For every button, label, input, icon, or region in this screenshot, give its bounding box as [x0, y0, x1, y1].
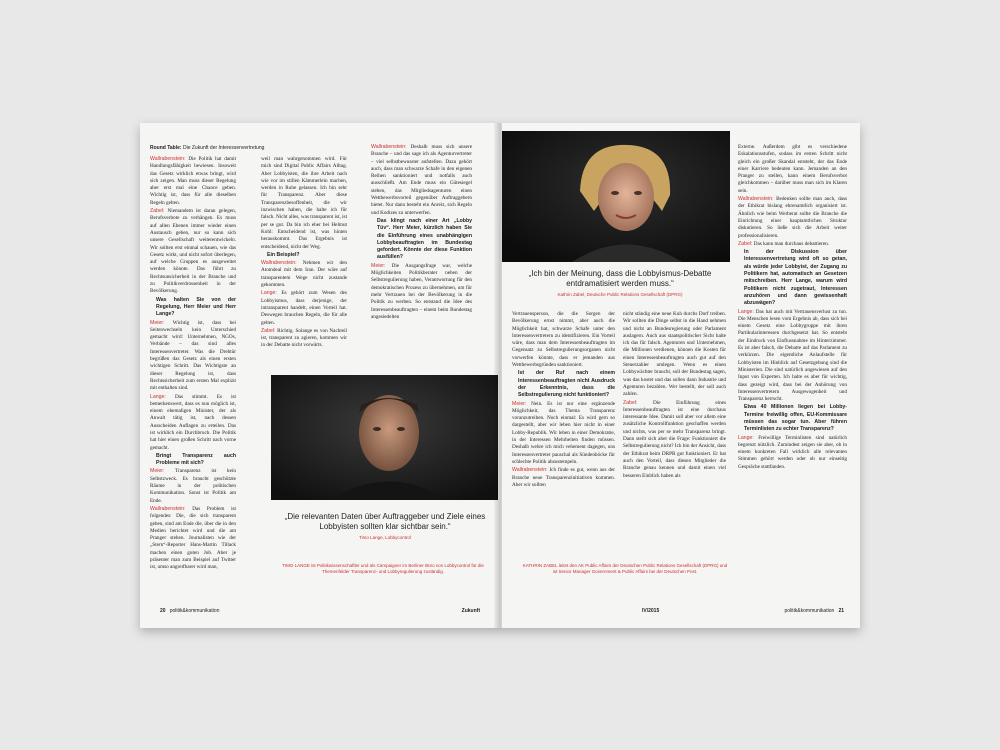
paragraph: [512, 311, 615, 369]
interview-question: Das klingt nach einer Art „Lobby Tüv“. Herr Meier, kürzlich haben Sie die Einführung eines unabhängigen Lobbybeauftragten im Bundestag gefordert. Könnte der diese Funktion ausfüllen?: [377, 217, 472, 261]
magazine-name: politik&kommunikation: [169, 608, 220, 614]
photo-kathrin-zabel: [502, 131, 730, 262]
speaker-name: Lange:: [261, 290, 277, 297]
speaker-name: Zabel:: [150, 208, 165, 215]
issue-label: IV/2015: [642, 608, 660, 614]
answer-text: Das kann man durchaus debattieren.: [753, 240, 830, 247]
answer-text: Bedenken sollte man auch, dass der Ethikrat bislang ehrenamtlich organisiert ist. Ähnlich wie beim Werberat sollte die Branche die Einrichtung einer hauptamtlichen Struktur diskutieren. So ließe sich die Arbeit weiter professionalisieren.: [738, 196, 847, 239]
answer-text: Die Politik hat damit Handlungsfähigkeit bewiesen. Insoweit das Gesetz wirklich etwas bringt, wird sich zeigen. Man muss dieser Regelung aber erst mal eine Chance geben. Wichtig ist, dass für alle dieselben Regeln gelten.: [150, 156, 237, 206]
paragraph: [261, 290, 347, 326]
paragraph: [150, 297, 236, 319]
paragraph: [623, 400, 726, 480]
paragraph: [512, 401, 615, 467]
answer-text: weil man wahrgenommen wird. Für mich sind Digital Public Affairs Alltag. Aber Lobbyisten, die ihre Arbeit nach wie vor im stillen Kämmerlein machen, werden in Ruhe gelassen. Ich bin sehr für Transparenz. Aber diese Transparenzbesoffenheit, die wir inzwischen haben, die halte ich für falsch. Nicht alles, was transparent ist, ist per se gut. Da bin ich eher bei Helmut Kohl: Entscheidend ist, was hinten herauskommt. Das Ergebnis ist entscheidend, nicht der Weg.: [261, 156, 348, 250]
paragraph: [738, 241, 847, 248]
answer-text: Deshalb muss sich unsere Branche – und das sage ich als Agenturvertreter – viel selbstbewusster aufstellen. Dazu gehört auch, dass man schwarze Schafe in den eigenen Reihen sanktioniert und notfalls auch ausschließt. Am Ende muss ein Gütesiegel stehen, das Mitgliedsagenturen einen Wettbewerbsvorteil gegenüber Auftraggebern bietet. Nur dann besteht ein Anreiz, sich Regeln und Kodizes zu unterwerfen.: [371, 144, 472, 216]
pull-quote-right: [510, 269, 730, 297]
paragraph: [261, 252, 347, 259]
answer-text: Das Problem ist folgendes: Die, die sich transparent geben, sind am Ende die, über die in den Medien berichtet wird und die am Pranger stehen. Journalisten wie der „Stern“-Reporter Hans-Martin Tillack machen einen guten Job. Aber je präsenter man zum Beispiel auf Twitter ist, umso angreifbarer wird man,: [150, 505, 236, 571]
speaker-name: Lange:: [150, 393, 166, 400]
speaker-name: Wallrabenstein:: [150, 156, 186, 162]
paragraph: [150, 468, 236, 504]
paragraph: [738, 196, 847, 240]
answer-text: Ich finde es gut, wenn aus der Branche neue Transparenzinitiativen kommen. Aber wir sollten: [512, 467, 615, 488]
pull-quote-left: [272, 512, 498, 540]
speaker-name: Wallrabenstein:: [512, 467, 548, 474]
interview-question: Ist der Ruf nach einem Interessenbeauftragten nicht Ausdruck der Erkenntnis, dass die Selbstregulierung nicht funktioniert?: [518, 370, 615, 399]
speaker-name: Meier:: [150, 319, 165, 326]
left-column-3: [371, 144, 472, 322]
speaker-name: Zabel:: [623, 399, 638, 406]
paragraph: [371, 218, 472, 262]
answer-text: Die Einführung eines Interessenbeauftragten ist eine durchaus interessante Idee. Damit soll aber vor allem eine zusätzliche Kontrollfunktion geschaffen werden und nichts, was per se mehr Transparenz bringt. Dann stellt sich aber die Frage: Funktioniert die Selbstregulierung nicht? Ich bin der Ansicht, dass der Ethikrat beim DRPR gut funktioniert. Er hat auch den Vorteil, dass diesen Mitglieder die Branche genau kennen und damit einen viel besseren Einblick haben als: [623, 399, 727, 479]
right-column-1: [512, 311, 615, 490]
speaker-name: Wallrabenstein:: [150, 505, 186, 512]
paragraph: [512, 370, 615, 399]
paragraph: [623, 311, 726, 399]
paragraph: [738, 435, 847, 471]
paragraph: [738, 144, 847, 195]
right-footer-issue: [642, 608, 659, 614]
speaker-name: Lange:: [738, 308, 754, 315]
answer-text: Die Ausgangsfrage war, welche Möglichkeiten Politikberater neben der Selbstregulierung haben, Verantwortung für den demokratischen Prozess zu übernehmen, um für mehr Vertrauen bei der Bevölkerung in die Politik zu werben. So entstand die Idee des Interessenbeauftragten – einem beim Bundestag angesiedelten: [371, 262, 473, 320]
page-number: 20: [160, 608, 166, 614]
section-kicker: [150, 145, 264, 151]
magazine-name: politik&kommunikation: [784, 608, 835, 614]
paragraph: [150, 394, 236, 452]
left-footer: [160, 608, 219, 614]
answer-text: Wichtig ist, dass bei Seitenwechseln kein Unterschied gemacht wird: Unternehmen, NGOs, Verbände – das sind alles Interessenvertreter. Was die Drehtür begrüßen das Gesetz als einen ersten wichtigen Schritt. Das Wichtigste an dieser Regelung ist, dass Rechtssicherheit zum ersten Mal explizit mit enthalten sind.: [150, 319, 236, 392]
answer-text: Vertrauensperson, die die Sorgen der Bevölkerung ernst nimmt, aber auch die Möglichkeit hat, schwarze Schafe unter den Interessenvertretern zu identifizieren. Ein Vorteil wäre, dass man dem Interessenbeauftragten im Gegensatz zu Selbstregulierungsorganen nicht vorwerfen könnte, dass er jemanden aus Wettbewerbsgründen sanktioniert.: [512, 311, 615, 369]
answer-text: Nein. Es ist nur eine ergänzende Möglichkeit, das Thema Transparenz voranzutreiben. Noch einmal: Es wird gern so dargestellt, aber wir leben hier nicht in einer Lobby-Republik. Wir leben in einer Demokratie, in der Interessen Mehrheiten finden müssen. Deshalb wehre ich mich vehement dagegen, uns Interessenvertreter pauschal als Sündenböcke für schlechte Politik abzustempeln.: [512, 400, 615, 465]
paragraph: [738, 309, 847, 404]
paragraph: [512, 467, 615, 489]
speaker-name: Meier:: [150, 468, 165, 475]
speaker-name: Meier:: [512, 400, 527, 407]
answer-text: Das stimmt. Es ist bemerkenswert, dass es nun möglich ist, einem ehemaligen Minister, der als Anwalt tätig ist, nach dessen Ausscheiden Auflagen zu erteilen. Das ist wirklich ein Durchbruch. Die Politik hat hier einen großen Schritt nach vorne gemacht.: [150, 393, 236, 451]
interview-question: In der Diskussion über Interessenvertretung wird oft so getan, als würde jeder Lobbyist, der Zugang zu Politikern hat, automatisch an Gesetzen mitschreiben. Herr Lange, warum wird Politikern nicht zugetraut, Interessen anzuhören und dann gewissenhaft abzuwägen?: [744, 249, 847, 307]
speaker-name: Wallrabenstein:: [738, 196, 774, 203]
paragraph: [371, 263, 472, 321]
paragraph: [261, 156, 347, 251]
paragraph: [261, 328, 347, 350]
speaker-name: Zabel:: [261, 327, 276, 334]
paragraph: [150, 506, 236, 572]
answer-text: Richtig. Solange es von Nachteil ist, transparent zu agieren, kommen wir in der Debatte nicht vorwärts.: [261, 327, 348, 349]
photo-timo-lange: [271, 375, 498, 500]
pull-quote-caption: Timo Lange, Lobbycontrol: [359, 535, 411, 540]
answer-text: Es gehört zum Wesen des Lobbyismus, dass derjenige, der intransparent handelt, einen Vorteil hat. Deswegen brauchen Regeln, die für alle gelten.: [261, 290, 348, 326]
answer-text: Das hat auch mit Vertrauensverlust zu tun. Die Menschen lesen vom Ergebnis ab, dass sich bei einem Gesetz eine Lobbygruppe mit ihren Partikularinteressen durchgesetzt hat. So entsteht der Eindruck von Einflussnahme im Hinterzimmer. Es ist aber falsch, die Debatte auf das Parlament zu verkürzen. Die eigentliche Anlaufstelle für Lobbyisten im Hinblick auf Gesetzgebung sind die Ministerien. Die sind natürlich angewiesen auf den Input von Experten. Ich halte es aber für wichtig, dass gezeigt wird, dass bei der Anhörung von Interessenvertretern Ausgewogenheit und Transparenz herrscht.: [738, 308, 847, 403]
interview-question: Bringt Transparenz auch Probleme mit sich?: [156, 452, 236, 467]
speaker-name: Wallrabenstein:: [371, 144, 407, 150]
answer-text: Nehmen wir den Atomdeal mit dem Iran. Der wäre auf transparentem Wege nicht zustande gekommen.: [261, 260, 347, 289]
right-footer: [785, 608, 844, 614]
right-column-3: [738, 144, 847, 472]
right-page: [502, 123, 860, 628]
kicker-label: Round Table:: [150, 145, 182, 151]
right-column-2: [623, 311, 726, 481]
left-page: [140, 123, 498, 628]
speaker-name: Wallrabenstein:: [261, 260, 297, 267]
speaker-name: Zabel:: [738, 240, 753, 247]
bio-timo-lange: TIMO LANGE ist Politikwissenschaftler und als Campaigner im Berliner Büro von Lobbycontrol für die Themenfelder Transparenz- und Lobbyregulierung zuständig.: [282, 563, 484, 574]
left-column-1: [150, 156, 236, 573]
paragraph: [371, 144, 472, 217]
section-name: Zukunft: [461, 608, 480, 614]
left-column-2: [261, 156, 347, 351]
paragraph: [150, 156, 236, 207]
kicker-title: Die Zukunft der Interessenvertretung: [182, 145, 265, 151]
bio-kathrin-zabel: KATHRIN ZABEL leitet den AK Public Affairs der Deutschen Public Relations Gesellschaft (DPRG) und ist Senior Manager Government & Public Affairs bei der Deutschen Post.: [522, 563, 728, 574]
interview-question: Was halten Sie von der Regelung, Herr Meier und Herr Lange?: [156, 296, 236, 318]
page-number: 21: [838, 608, 844, 614]
speaker-name: Meier:: [371, 262, 386, 269]
interview-question: Ein Beispiel?: [267, 251, 300, 258]
magazine-spread: [140, 123, 860, 628]
paragraph: [150, 320, 236, 393]
paragraph: [150, 453, 236, 468]
answer-text: Transparenz ist kein Selbstzweck. Es braucht geschützte Räume in der politischen Kommunikation. Sonst ist Politik am Ende.: [150, 468, 236, 504]
paragraph: [150, 208, 236, 296]
pull-quote-text: „Die relevanten Daten über Auftraggeber und Ziele eines Lobbyisten sollten klar sichtbar sein.“: [284, 512, 486, 531]
paragraph: [738, 249, 847, 307]
interview-question: Etwa 40 Millionen liegen bei Lobby-Termine freiwillig offen, EU-Kommissare müssen das sogar tun. Aber führen Terminlisten zu echter Transparenz?: [744, 404, 847, 433]
answer-text: Freiwillige Terminlisten sind natürlich begrenzt nützlich. Zumindest zeigen sie aber, ob in einem konkreten Fall wirklich alle relevanten Stimmen gehört werden oder ob nur einseitig Gespräche stattfanden.: [738, 434, 848, 470]
left-footer-section: [462, 608, 480, 614]
paragraph: [261, 260, 347, 289]
answer-text: nicht ständig eine neue Kuh durchs Dorf treiben. Wir sollten die Dinge selbst in die Hand nehmen und nicht an Bundesregierung oder Parlament auslagern. Auch aus staatspolitischer Sicht halte ich das für falsch. Agenturen und Unternehmen, die Millionen verdienen, können die Kosten für einen Interessenbeauftragten auch gut auf den Steuerzahler umlegen. Wenn es einen Lobbywächter braucht, soll der Bundestag sagen, was das kostet und das sollen dann Industrie und Agenturen bezahlen. Wer bestellt, der soll auch zahlen.: [623, 311, 726, 398]
answer-text: Externe. Außerdem gibt es verschiedene Eskalationsstufen, sodass im ersten Schritt nicht gleich ein großer Skandal entsteht, der das Ende einer Karriere bedeuten kann. Jemanden an den Pranger zu stellen, kann einem Berufsverbot gleichkommen – darüber muss man sich im Klaren sein.: [738, 144, 847, 194]
paragraph: [738, 404, 847, 433]
answer-text: Niemandem ist daran gelegen, Berufsverbote zu verhängen. Es muss auf allen Ebenen immer wieder einen Austausch geben, nur so kann sich unsere Gesellschaft weiterentwickeln. Wir sollten erst einmal schauen, wie das Gesetz wirkt, und nicht sofort überlegen, auf welche Gruppen es ausgeweitet werden könnte. Das führt zu Rechtsunsicherheit in der Branche und zu Politikverdrossenheit in der Bevölkerung.: [150, 208, 236, 295]
pull-quote-caption: Kathrin Zabel, Deutsche Public Relations Gesellschaft (DPRG): [557, 292, 683, 297]
speaker-name: Lange:: [738, 434, 754, 441]
pull-quote-text: „Ich bin der Meinung, dass die Lobbyismus-Debatte entdramatisiert werden muss.“: [528, 269, 712, 288]
